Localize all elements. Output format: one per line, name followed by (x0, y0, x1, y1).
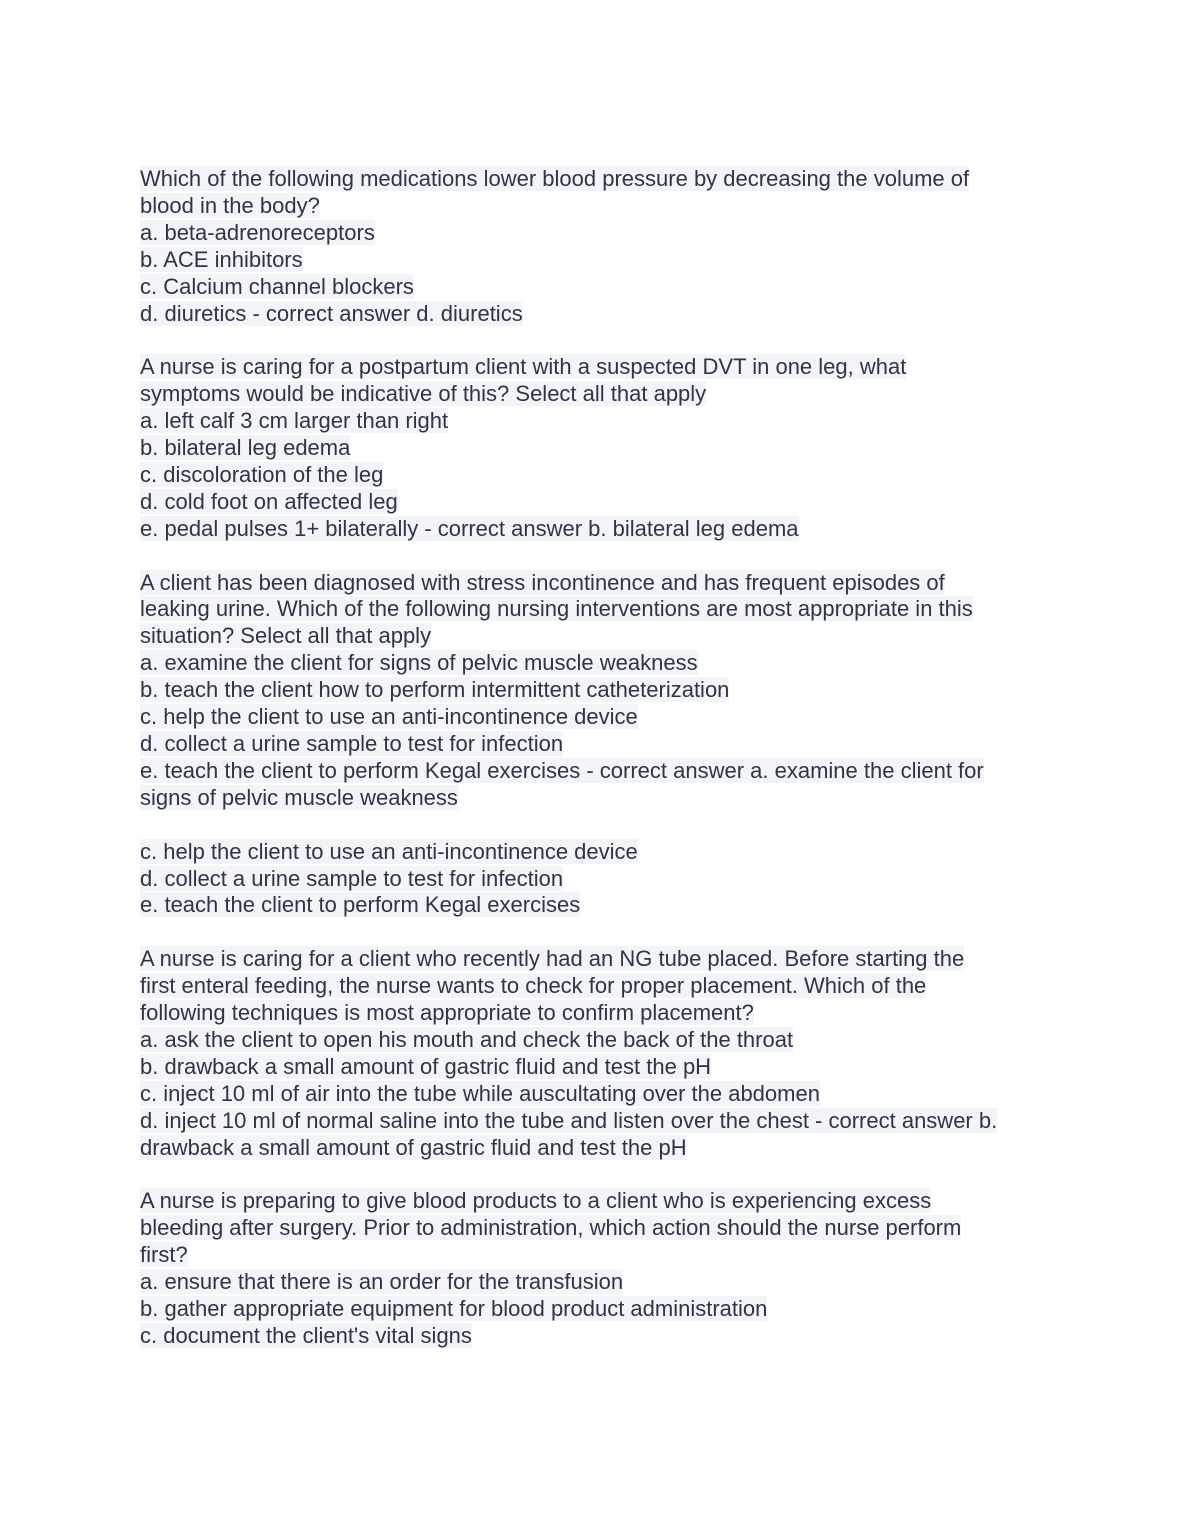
text-line: leaking urine. Which of the following nursing interventions are most appropriate in this (140, 596, 973, 622)
text-line: c. help the client to use an anti-incontinence device (140, 838, 638, 864)
text-line: d. cold foot on affected leg (140, 488, 398, 514)
text-line: b. bilateral leg edema (140, 435, 351, 461)
text-line: c. help the client to use an anti-incontinence device (140, 704, 638, 730)
text-line: c. Calcium channel blockers (140, 273, 414, 299)
text-line: e. teach the client to perform Kegal exercises - correct answer a. examine the client for (140, 757, 984, 783)
text-line: d. collect a urine sample to test for infection (140, 731, 564, 756)
text-line: a. left calf 3 cm larger than right (140, 408, 449, 434)
text-line: d. inject 10 ml of normal saline into the tube and listen over the chest - correct answer b. (140, 1107, 998, 1133)
text-line: a. ensure that there is an order for the transfusion (140, 1269, 624, 1295)
text-line: A nurse is caring for a postpartum client with a suspected DVT in one leg, what (140, 354, 907, 380)
text-line: b. drawback a small amount of gastric fluid and test the pH (140, 1053, 712, 1079)
text-line: A client has been diagnosed with stress incontinence and has frequent episodes of (140, 569, 945, 595)
text-line: c. inject 10 ml of air into the tube while auscultating over the abdomen (140, 1080, 820, 1106)
text-line: c. document the client's vital signs (140, 1322, 472, 1348)
text-line: d. collect a urine sample to test for infection (140, 865, 564, 891)
text-line: e. teach the client to perform Kegal exercises (140, 892, 581, 918)
text-line: first enteral feeding, the nurse wants to check for proper placement. Which of the (140, 973, 927, 999)
text-line: d. diuretics - correct answer d. diuretics (140, 300, 523, 326)
text-line: drawback a small amount of gastric fluid and test the pH (140, 1134, 687, 1160)
text-line: b. gather appropriate equipment for blood product administration (140, 1295, 768, 1321)
text-line: A nurse is caring for a client who recently had an NG tube placed. Before starting the (140, 946, 965, 972)
text-line: Which of the following medications lower blood pressure by decreasing the volume of (140, 166, 970, 191)
text-line: bleeding after surgery. Prior to administration, which action should the nurse perform (140, 1215, 962, 1241)
text-line: e. pedal pulses 1+ bilaterally - correct answer b. bilateral leg edema (140, 515, 799, 541)
text-line: symptoms would be indicative of this? Select all that apply (140, 381, 707, 407)
text-line: following techniques is most appropriate to confirm placement? (140, 1000, 754, 1026)
text-line: blood in the body? (140, 192, 320, 218)
text-line: first? (140, 1242, 188, 1268)
document-page (140, 166, 1060, 1377)
question-block (140, 946, 1060, 1161)
answer-continuation-block (140, 839, 1060, 920)
question-block (140, 166, 1060, 327)
text-line: b. teach the client how to perform intermittent catheterization (140, 677, 730, 703)
text-line: a. ask the client to open his mouth and check the back of the throat (140, 1026, 794, 1052)
text-line: signs of pelvic muscle weakness (140, 784, 458, 810)
question-block (140, 354, 1060, 542)
text-line: c. discoloration of the leg (140, 461, 384, 487)
text-line: a. beta-adrenoreceptors (140, 219, 375, 245)
question-block (140, 570, 1060, 812)
text-line: a. examine the client for signs of pelvic muscle weakness (140, 650, 698, 676)
text-line: b. ACE inhibitors (140, 246, 303, 272)
text-line: A nurse is preparing to give blood products to a client who is experiencing excess (140, 1188, 932, 1214)
question-block (140, 1188, 1060, 1349)
text-line: situation? Select all that apply (140, 623, 432, 649)
